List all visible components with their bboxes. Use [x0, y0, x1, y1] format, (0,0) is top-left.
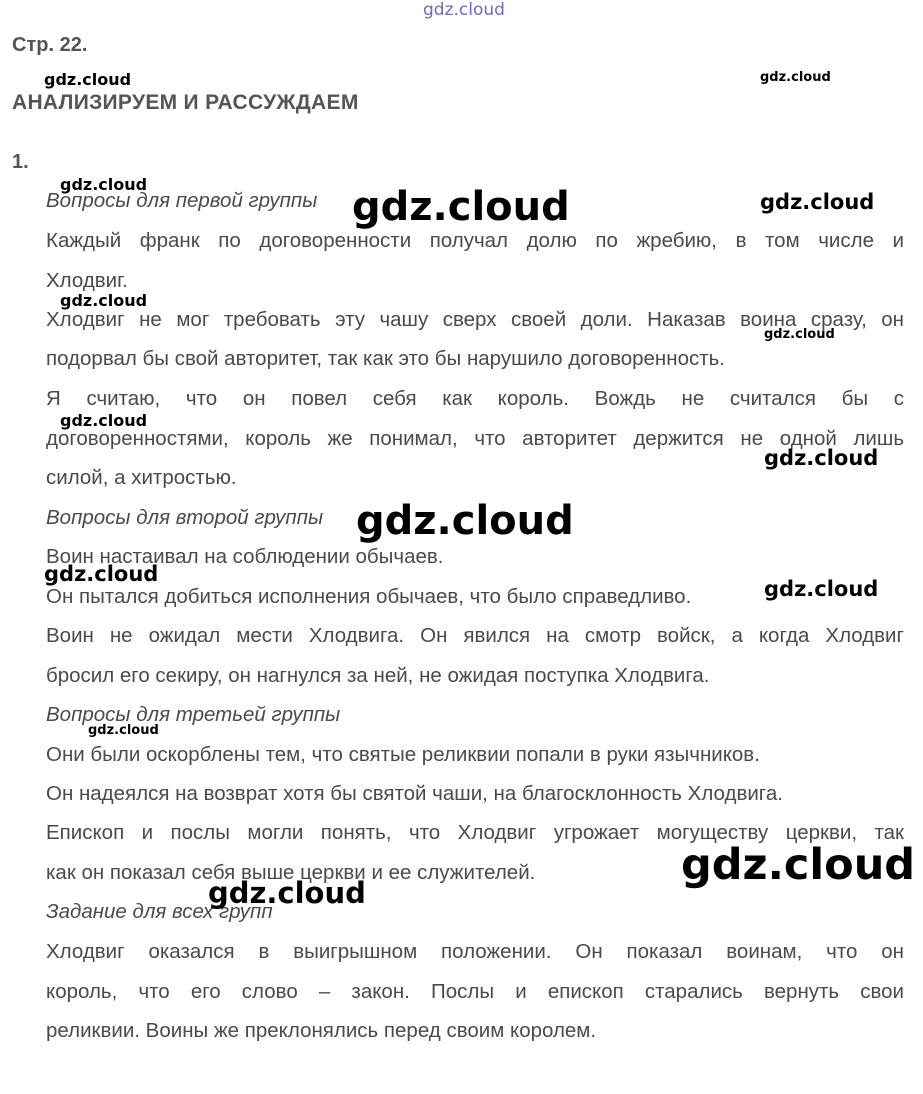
watermark: gdz.cloud — [44, 70, 132, 89]
section-heading: АНАЛИЗИРУЕМ И РАССУЖДАЕМ — [12, 91, 359, 114]
text-line: Они были оскорблены тем, что святые реликвии попали в руки язычников. — [46, 743, 760, 766]
watermark: gdz.cloud — [44, 562, 159, 586]
text-line: бросил его секиру, он нагнулся за ней, не ожидая поступка Хлодвига. — [46, 664, 710, 687]
watermark: gdz.cloud — [208, 876, 366, 910]
text-line: Воин не ожидал мести Хлодвига. Он явился на смотр войск, а когда Хлодвиг — [46, 624, 904, 647]
watermark-top: gdz.cloud — [423, 0, 505, 20]
watermark: gdz.cloud — [352, 184, 570, 230]
text-line: Воин настаивал на соблюдении обычаев. — [46, 545, 444, 568]
text-line: реликвии. Воины же преклонялись перед своим королем. — [46, 1019, 597, 1042]
watermark: gdz.cloud — [764, 577, 879, 601]
watermark: gdz.cloud — [60, 175, 148, 194]
watermark: gdz.cloud — [764, 327, 835, 342]
watermark: gdz.cloud — [764, 446, 879, 470]
group-heading-4: Задание для всех групп — [46, 900, 273, 923]
watermark: gdz.cloud — [760, 70, 831, 85]
watermark: gdz.cloud — [60, 291, 148, 310]
watermark: gdz.cloud — [88, 723, 159, 738]
text-line: договоренностями, король же понимал, что авторитет держится не одной лишь — [46, 427, 904, 450]
group-heading-2: Вопросы для второй группы — [46, 506, 324, 529]
watermark: gdz.cloud — [356, 498, 574, 544]
page-label: Стр. 22. — [12, 34, 88, 56]
text-line: Хлодвиг оказался в выигрышном положении. Он показал воинам, что он — [46, 940, 904, 963]
text-line: Хлодвиг не мог требовать эту чашу сверх своей доли. Наказав воина сразу, он — [46, 308, 904, 331]
text-line: подорвал бы свой авторитет, так как это бы нарушило договоренность. — [46, 347, 725, 370]
text-line: король, что его слово – закон. Послы и епископ старались вернуть свои — [46, 980, 904, 1003]
text-line: Он пытался добиться исполнения обычаев, что было справедливо. — [46, 585, 692, 608]
text-line: Епископ и послы могли понять, что Хлодвиг угрожает могуществу церкви, так — [46, 821, 904, 844]
watermark: gdz.cloud — [60, 411, 148, 430]
watermark: gdz.cloud — [760, 190, 875, 214]
text-line: Он надеялся на возврат хотя бы святой чаши, на благосклонность Хлодвига. — [46, 782, 783, 805]
text-line: силой, а хитростью. — [46, 466, 237, 489]
text-line: Хлодвиг. — [46, 269, 128, 292]
text-line: Я считаю, что он повел себя как король. Вождь не считался бы с — [46, 387, 904, 410]
group-heading-3: Вопросы для третьей группы — [46, 703, 341, 726]
watermark: gdz.cloud — [681, 840, 916, 890]
text-line: как он показал себя выше церкви и ее служителей. — [46, 861, 536, 884]
group-heading-1: Вопросы для первой группы — [46, 189, 318, 212]
text-line: Каждый франк по договоренности получал долю по жребию, в том числе и — [46, 229, 904, 252]
item-number: 1. — [12, 151, 29, 173]
